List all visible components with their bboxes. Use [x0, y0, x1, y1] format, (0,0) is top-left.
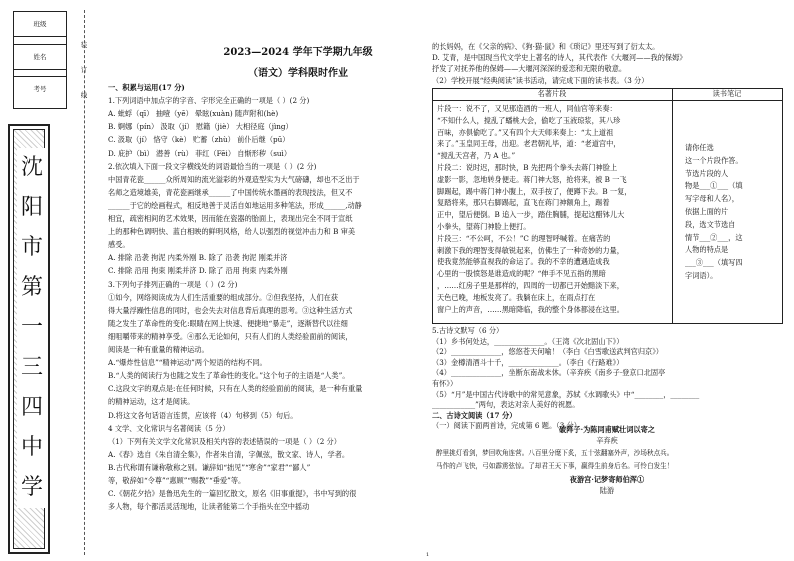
table-column-divider — [672, 88, 673, 323]
left-col-line: 等，敬辞如“令尊”“惠顾”“赐教”“垂爱”等。 — [108, 476, 246, 485]
left-col-line: D. 庇护（bì） 潜善（rù） 菲红（Fēi） 自惭形秽（suì） — [108, 148, 292, 158]
left-col-line: B.“人类的阅读行为也随之发生了革命性的变化。”这个句子的主语是“人类”。 — [108, 371, 350, 381]
left-col-line: ______于它的绘画程式，相反地善于灵活自如地运用多种笔法，形成______,动静 — [108, 200, 362, 210]
left-col-line: 名师之造境雄美，青花瓷画继承______了中国传统水墨画的表现技法，但又不 — [108, 187, 353, 197]
table-col1-line: 片段一：说不了，又见那造酒的一班人，同仙官等来奏： — [437, 104, 617, 113]
left-col-line: 细咀嚼带来的精神享受。④那么无论如何，只有人们的人类经验面前的阅读， — [108, 331, 353, 341]
table-col2-line: 写字母和人名）， — [685, 194, 739, 204]
left-col-line: D.将这文各句话语言连贯，应该将（4）句移到（5）句后。 — [108, 410, 298, 420]
left-col-line: 多人物，每个都活灵活现地，让读者能第二个手指头在空中摇动 — [108, 502, 310, 512]
left-col-line: 3.下列句子排列正确的一项是（ ）(2 分) — [108, 279, 238, 289]
table-col2-line: 依据上面的片 — [685, 207, 729, 216]
table-col1-line: 脚踢起，踢中蒋门神小腹上，双手按了，便蹲下去。B 一复， — [437, 186, 632, 196]
table-col2-line: 请你任选 — [685, 143, 714, 152]
table-col1-line: 使我竟然能够直视我的命运了。我的不幸的遭遇造成我 — [437, 257, 610, 267]
table-col2-line: 字词语）。 — [685, 271, 718, 280]
right-bottom-line: （4）______________，坐断东南战未休。（辛弃疾《南乡子·登京口北固亭 — [432, 368, 666, 378]
right-top-line: （2）学校开展“经典阅读”读书活动，请完成下面的读书表。（3 分） — [432, 75, 649, 85]
left-col-line: 的精神运动，这才是阅读。 — [108, 397, 195, 407]
left-col-line: 阅读是一种有重量的精神运动。 — [108, 345, 209, 354]
left-col-line: B. 婀娜（pín） 汲取（jí） 慰籍（jiè） 大相径庭（jìng） — [108, 122, 293, 132]
right-bottom-line: 二、古诗文阅读（17 分） — [432, 410, 517, 420]
binding-line-label: 装 订 线 — [80, 41, 88, 99]
left-col-line: 4 文学、文化常识与名著阅读（5 分） — [108, 423, 230, 433]
table-col1-line: 刺激下我的理智变得敏锐起来，仿佛生了一种奇妙的力量， — [437, 245, 624, 255]
exam-title-year: 2023—2024 学年下学期九年级 — [223, 47, 373, 58]
left-col-line: 一、积累与运用(17 分) — [108, 83, 185, 92]
poem1-line1: 醉里挑灯看剑，梦回吹角连营。八百里分麾下炙，五十弦翻塞外声，沙场秋点兵。 — [436, 449, 674, 457]
right-top-line: 的长妈妈，在《父亲的病》、《狗·猫·鼠》和《琐记》里还写到了衍太太。 — [432, 42, 660, 51]
page-number: 1 — [426, 552, 430, 558]
left-col-line: 2.依次填入下面一段文字横线处的词语最恰当的一项是（ ）(2 分) — [108, 161, 317, 171]
table-col2-line: 物是___①___（填 — [685, 181, 743, 191]
table-col1-line: 小拳头，望蒋门神脸上便打。 — [437, 222, 531, 231]
right-bottom-line: （5）“月”是中国古代诗歌中的常见意象，苏轼《水调歌头》中“________，________ — [432, 389, 700, 399]
table-col2-line: 情节___②___，这 — [685, 232, 743, 242]
table-col1-line: 百味，亦俱偷吃了。”又有四个大天师来奏上：“太上道祖 — [437, 127, 614, 137]
table-header-divider — [432, 100, 782, 101]
poem2-author: 陆游 — [599, 486, 615, 495]
left-col-line: 相宜，疏密相间的艺术效果，因而能在瓷器的胎面上，表现出完全不同于宣纸 — [108, 214, 353, 223]
table-col1-line: 片段二：说时迟，那时快，B 先把两个拳头去蒋门神脸上 — [437, 163, 618, 172]
right-top-line: 抒发了对抚养他的保姆——大堰河深深的爱恋和无限的敬意。 — [432, 64, 627, 74]
table-col2-line: 这一个片段作答。 — [685, 155, 743, 165]
poem1-line2: 马作的卢飞快，弓如霹雳弦惊。了却君王天下事，赢得生前身后名。可怜白发生！ — [436, 462, 674, 470]
class-field[interactable] — [14, 12, 66, 37]
right-bottom-line: （一）阅读下面两首诗，完成第 6 题。（3 分） — [432, 421, 581, 431]
school-name: 沈 阳 市 第 一 三 四 中 学 — [17, 148, 47, 508]
table-col1-line: 虚影一影，忽地转身便走。蒋门神大怒，抢将来，被 B 一飞 — [437, 174, 627, 184]
right-bottom-line: ____________”两句，表达对亲人美好的祝愿。 — [432, 400, 580, 410]
left-col-line: （1）下列有关文学文化常识及相关内容的表述错误的一项是（ ）（2 分） — [108, 436, 341, 446]
right-bottom-line: （2）______________，悠悠苍天何喻！（李白《白雪歌送武判官归京》） — [432, 347, 663, 357]
name-field[interactable] — [14, 44, 66, 70]
exam-number-field[interactable] — [14, 76, 66, 109]
right-bottom-line: 有怀》） — [432, 379, 458, 388]
binding-dashed-line — [84, 10, 85, 555]
left-col-line: A.“爆炸性信息”“精神运动”两个短语的结构不同。 — [108, 358, 267, 368]
table-col2-line: 段，选文节选自 — [685, 219, 736, 229]
left-col-line: C. 排除 沿用 拘束 刚柔并济 D. 除了 沿用 拘束 内柔外刚 — [108, 266, 288, 276]
school-banner-pattern — [13, 129, 45, 549]
table-col1-line: “搅乱天宫者，乃 A 也。” — [437, 151, 516, 161]
table-header-notes: 读书笔记 — [712, 89, 742, 98]
table-col1-line: 正中，望后便倒。B 追入一步，踏住胸脯，提起这醋钵儿大 — [437, 210, 625, 220]
left-col-line: B.古代称谓有谦称敬称之别。谦辞如“拙见”“寒舍”“家君”“鄙人” — [108, 462, 311, 472]
left-col-line: A. 蚍蜉（qī） 抽噎（yē） 晕眩(xuàn) 随声附和(hè) — [108, 109, 279, 119]
poem1-title: 破阵子·为陈同甫赋壮词以寄之 — [559, 425, 655, 434]
poem2-title: 夜游宫·记梦寄师伯浑① — [569, 475, 645, 484]
left-col-line: 1.下列词语中加点字的字音、字形完全正确的一项是（ ）(2 分) — [108, 96, 310, 106]
left-col-line: 上的那种色调明快、蓝白相映的鲜明风格，给人以强烈的视觉冲击力和 B 审美 — [108, 227, 356, 237]
right-bottom-line: （1）乡书何处达，______________。（王湾《次北固山下》） — [432, 336, 624, 346]
right-bottom-line: （3）金樽清酒斗十千，______________。（李白《行路难》） — [432, 357, 624, 367]
student-info-box — [13, 11, 67, 109]
school-name-banner — [8, 124, 50, 554]
left-col-line: 感受。 — [108, 240, 130, 250]
table-col2-line: 节选片段的人 — [685, 168, 729, 178]
name-label: 姓名 — [33, 53, 47, 61]
left-col-line: 得大量浮躁性信息的同时，也会失去对信息背后真理的思考。③这种生活方式 — [108, 305, 353, 315]
left-col-line: C.《朝花夕拾》是鲁迅先生的一篇回忆散文，原名《旧事重提》，书中写到的很 — [108, 489, 357, 499]
left-col-line: 随之发生了革命性的变化:眼睛在网上快速、便捷地“暴走”，逐渐替代以往细 — [108, 318, 348, 328]
table-col1-line: 来了。”玉皇同王母，出迎。老君朝礼毕，道：“老道宫中， — [437, 139, 621, 149]
left-col-line: C.这段文字的观点是:在任何时候，只有在人类的经验面前的阅读，是一种有重量 — [108, 384, 363, 394]
right-top-line: D. 艾青，是中国现当代文学史上著名的诗人，其代表作《大堰河——我的保姆》 — [432, 53, 687, 63]
left-col-line: A. 排除 沿袭 拘泥 内柔外刚 B. 除了 沿袭 拘泥 刚柔并济 — [108, 253, 288, 263]
table-col1-line: 片段三：“不公呵，不公！”C 的理智呼喊着。在痛苦的 — [437, 233, 611, 243]
exam-number-label: 考号 — [33, 85, 47, 93]
table-col1-line: ，……红房子里是那样的，四周的一切都已开始黯淡下来， — [437, 281, 624, 290]
table-col1-line: 心里的一股愤怒是谁造成的呢？“伸手不见五指的黑暗 — [437, 269, 606, 279]
table-col1-line: 窗户上的声音，……黑暗降临，我的整个身体都浸在这里。 — [437, 304, 624, 314]
table-col1-line: 复踏将来，那只右脚踢起，直飞在蒋门神额角上，踢着 — [437, 198, 610, 208]
table-col2-line: ___③___（填写四 — [685, 258, 743, 268]
table-col1-line: 天色已晚，地板发亮了。我躺在床上，在雨点打在 — [437, 292, 596, 302]
table-col1-line: “不知什么人，搅乱了蟠桃大会，偷吃了玉液琼浆，其八珍 — [437, 115, 621, 125]
left-col-line: C. 汲取（jí） 恪守（kè） 贮蓄（zhù） 前仆后继（pū） — [108, 135, 290, 145]
class-label: 班级 — [33, 20, 47, 28]
right-bottom-line: 5.古诗文默写（6 分） — [432, 326, 504, 335]
table-header-excerpt: 名著片段 — [537, 89, 567, 98]
poem1-author: 辛弃疾 — [596, 436, 618, 445]
exam-title-subject: （语文）学科限时作业 — [248, 68, 348, 79]
left-col-line: 中国青花瓷______众所周知的流光溢彩的外观造型实为大气磅礴，却也不乏出于 — [108, 174, 360, 184]
table-col2-line: 人物的特点是 — [685, 245, 729, 255]
left-col-line: A.《春》选自《朱自清全集》，作者朱自清，字佩弦，散文家、诗人，学者。 — [108, 449, 350, 459]
left-col-line: ①如今，网络阅读成为人们生活重要的组成部分。②但我坚持，人们在获 — [108, 292, 339, 302]
